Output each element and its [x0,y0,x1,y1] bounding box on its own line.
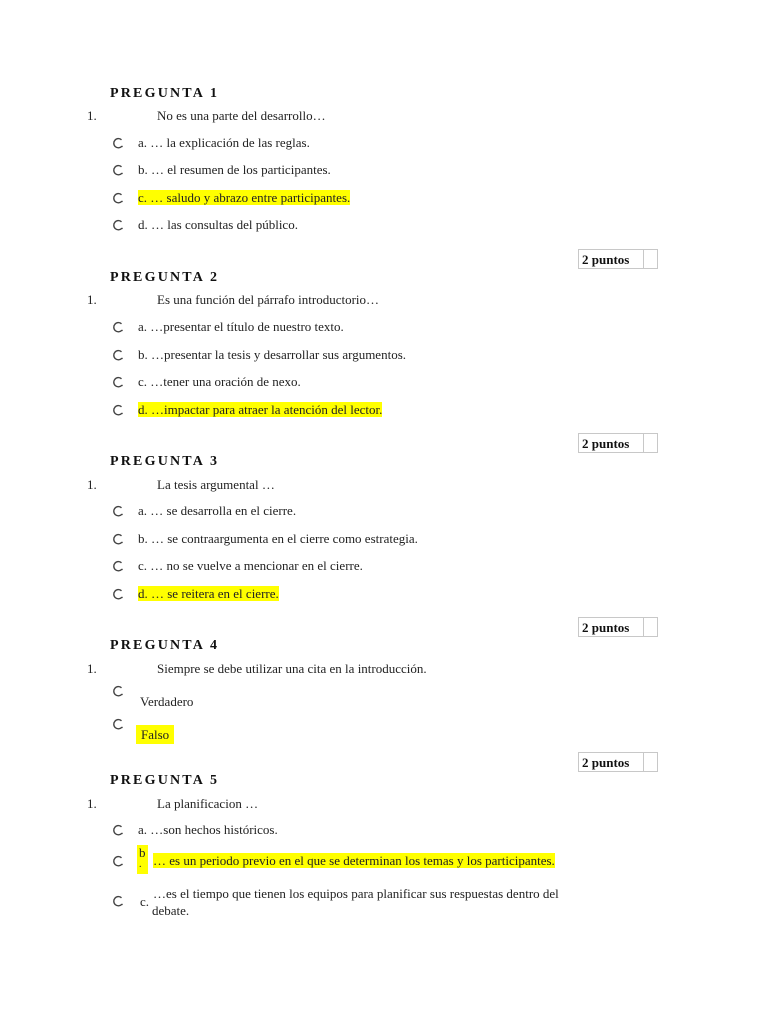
radio-arc-icon[interactable] [112,404,124,416]
question-1-option-d[interactable]: d. … las consultas del público. [138,217,298,232]
question-1-heading: PREGUNTA 1 [110,86,220,101]
radio-arc-icon[interactable] [112,855,124,867]
question-2-option-c[interactable]: c. …tener una oración de nexo. [138,374,301,389]
question-1-points-box [578,249,658,269]
question-5-option-b[interactable]: … es un periodo previo en el que se determinan los temas y los participantes. [153,853,555,868]
question-5-option-c-letter[interactable]: c. [140,894,150,909]
points-label: 2 puntos [582,755,630,770]
radio-arc-icon[interactable] [112,824,124,836]
radio-arc-icon[interactable] [112,718,124,730]
radio-arc-icon[interactable] [112,685,124,697]
radio-arc-icon[interactable] [112,533,124,545]
question-5-option-c-line1[interactable]: …es el tiempo que tienen los equipos para planificar sus respuestas dentro del [153,886,559,901]
question-3-option-d[interactable]: d. … se reitera en el cierre. [138,586,279,601]
question-2-option-b[interactable]: b. …presentar la tesis y desarrollar sus argumentos. [138,347,406,362]
question-1-number: 1. [87,108,97,123]
question-5-option-b-dot: . [139,859,142,870]
question-3-option-a[interactable]: a. … se desarrolla en el cierre. [138,503,297,518]
radio-arc-icon[interactable] [112,895,124,907]
points-label: 2 puntos [582,620,630,635]
question-1-text: No es una parte del desarrollo… [157,108,326,123]
question-5-option-c-line2[interactable]: debate. [152,903,190,918]
question-1-option-a[interactable]: a. … la explicación de las reglas. [138,135,310,150]
question-1-option-c[interactable]: c. … saludo y abrazo entre participantes. [138,190,351,205]
question-3-heading: PREGUNTA 3 [110,454,220,469]
radio-arc-icon[interactable] [112,376,124,388]
points-cell [643,753,657,771]
question-2-option-d[interactable]: d. …impactar para atraer la atención del lector. [138,402,383,417]
question-4-heading: PREGUNTA 4 [110,638,220,653]
question-5-option-a[interactable]: a. …son hechos históricos. [138,822,278,837]
question-1-option-b[interactable]: b. … el resumen de los participantes. [138,162,331,177]
radio-arc-icon[interactable] [112,560,124,572]
radio-arc-icon[interactable] [112,588,124,600]
question-2-option-a[interactable]: a. …presentar el título de nuestro texto. [138,319,344,334]
question-4-points-box [578,752,658,772]
question-2-number: 1. [87,292,97,307]
radio-arc-icon[interactable] [112,192,124,204]
radio-arc-icon[interactable] [112,164,124,176]
question-5-heading: PREGUNTA 5 [110,773,220,788]
radio-arc-icon[interactable] [112,349,124,361]
question-4-number: 1. [87,661,97,676]
points-label: 2 puntos [582,436,630,451]
points-cell [643,618,657,636]
question-5-text: La planificacion … [157,796,259,811]
question-4-text: Siempre se debe utilizar una cita en la introducción. [157,661,427,676]
question-3-points-box [578,617,658,637]
question-4-option-true[interactable]: Verdadero [140,694,194,709]
radio-arc-icon[interactable] [112,321,124,333]
points-cell [643,434,657,452]
question-3-number: 1. [87,477,97,492]
question-4-option-false[interactable]: Falso [141,727,170,742]
question-2-text: Es una función del párrafo introductorio… [157,292,380,307]
points-label: 2 puntos [582,252,630,267]
points-cell [643,250,657,268]
question-5-option-b-letter[interactable]: b [139,845,146,860]
question-3-option-b[interactable]: b. … se contraargumenta en el cierre como estrategia. [138,531,418,546]
radio-arc-icon[interactable] [112,137,124,149]
question-3-option-c[interactable]: c. … no se vuelve a mencionar en el cierre. [138,558,363,573]
question-2-heading: PREGUNTA 2 [110,270,220,285]
question-2-points-box [578,433,658,453]
radio-arc-icon[interactable] [112,219,124,231]
question-5-number: 1. [87,796,97,811]
question-3-text: La tesis argumental … [157,477,275,492]
radio-arc-icon[interactable] [112,505,124,517]
